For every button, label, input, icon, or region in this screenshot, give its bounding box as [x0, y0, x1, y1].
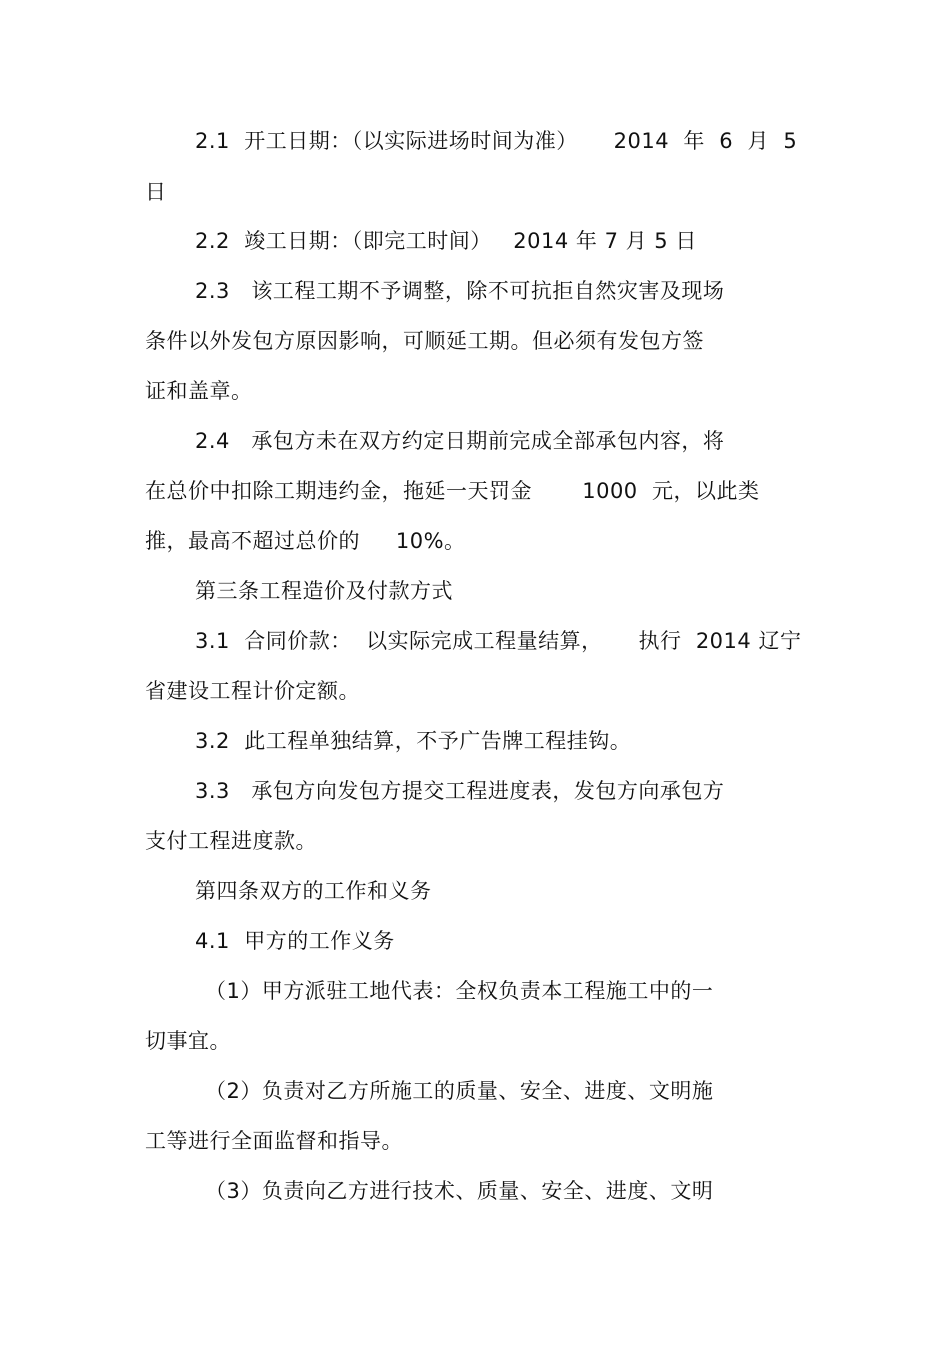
text-line: 3.1 合同价款： 以实际完成工程量结算， 执行 2014 辽宁 [195, 629, 802, 653]
text-line: 2.3 该工程工期不予调整，除不可抗拒自然灾害及现场 [195, 279, 725, 303]
text-line: （2）负责对乙方所施工的质量、安全、进度、文明施 [205, 1079, 714, 1103]
text-line: 2.1 开工日期：（以实际进场时间为准） 2014 年 6 月 5 [195, 129, 798, 153]
text-line: （3）负责向乙方进行技术、质量、安全、进度、文明 [205, 1179, 714, 1203]
section-heading: 第四条双方的工作和义务 [195, 879, 432, 903]
text-line: 3.2 此工程单独结算，不予广告牌工程挂钩。 [195, 729, 632, 753]
text-line: 省建设工程计价定额。 [145, 679, 360, 703]
text-line: 4.1 甲方的工作义务 [195, 929, 395, 953]
text-line: 2.2 竣工日期：（即完工时间） 2014 年 7 月 5 日 [195, 229, 697, 253]
text-line: 在总价中扣除工期违约金，拖延一天罚金 1000 元，以此类 [145, 479, 760, 503]
text-line: 切事宜。 [145, 1029, 231, 1053]
text-line: （1）甲方派驻工地代表：全权负责本工程施工中的一 [205, 979, 714, 1003]
text-line: 3.3 承包方向发包方提交工程进度表，发包方向承包方 [195, 779, 725, 803]
text-line: 支付工程进度款。 [145, 829, 317, 853]
text-line: 日 [145, 180, 167, 204]
text-line: 2.4 承包方未在双方约定日期前完成全部承包内容，将 [195, 429, 725, 453]
text-line: 推，最高不超过总价的 10%。 [145, 529, 466, 553]
section-heading: 第三条工程造价及付款方式 [195, 579, 453, 603]
text-line: 条件以外发包方原因影响，可顺延工期。但必须有发包方签 [145, 329, 704, 353]
text-line: 工等进行全面监督和指导。 [145, 1129, 403, 1153]
text-line: 证和盖章。 [145, 379, 253, 403]
